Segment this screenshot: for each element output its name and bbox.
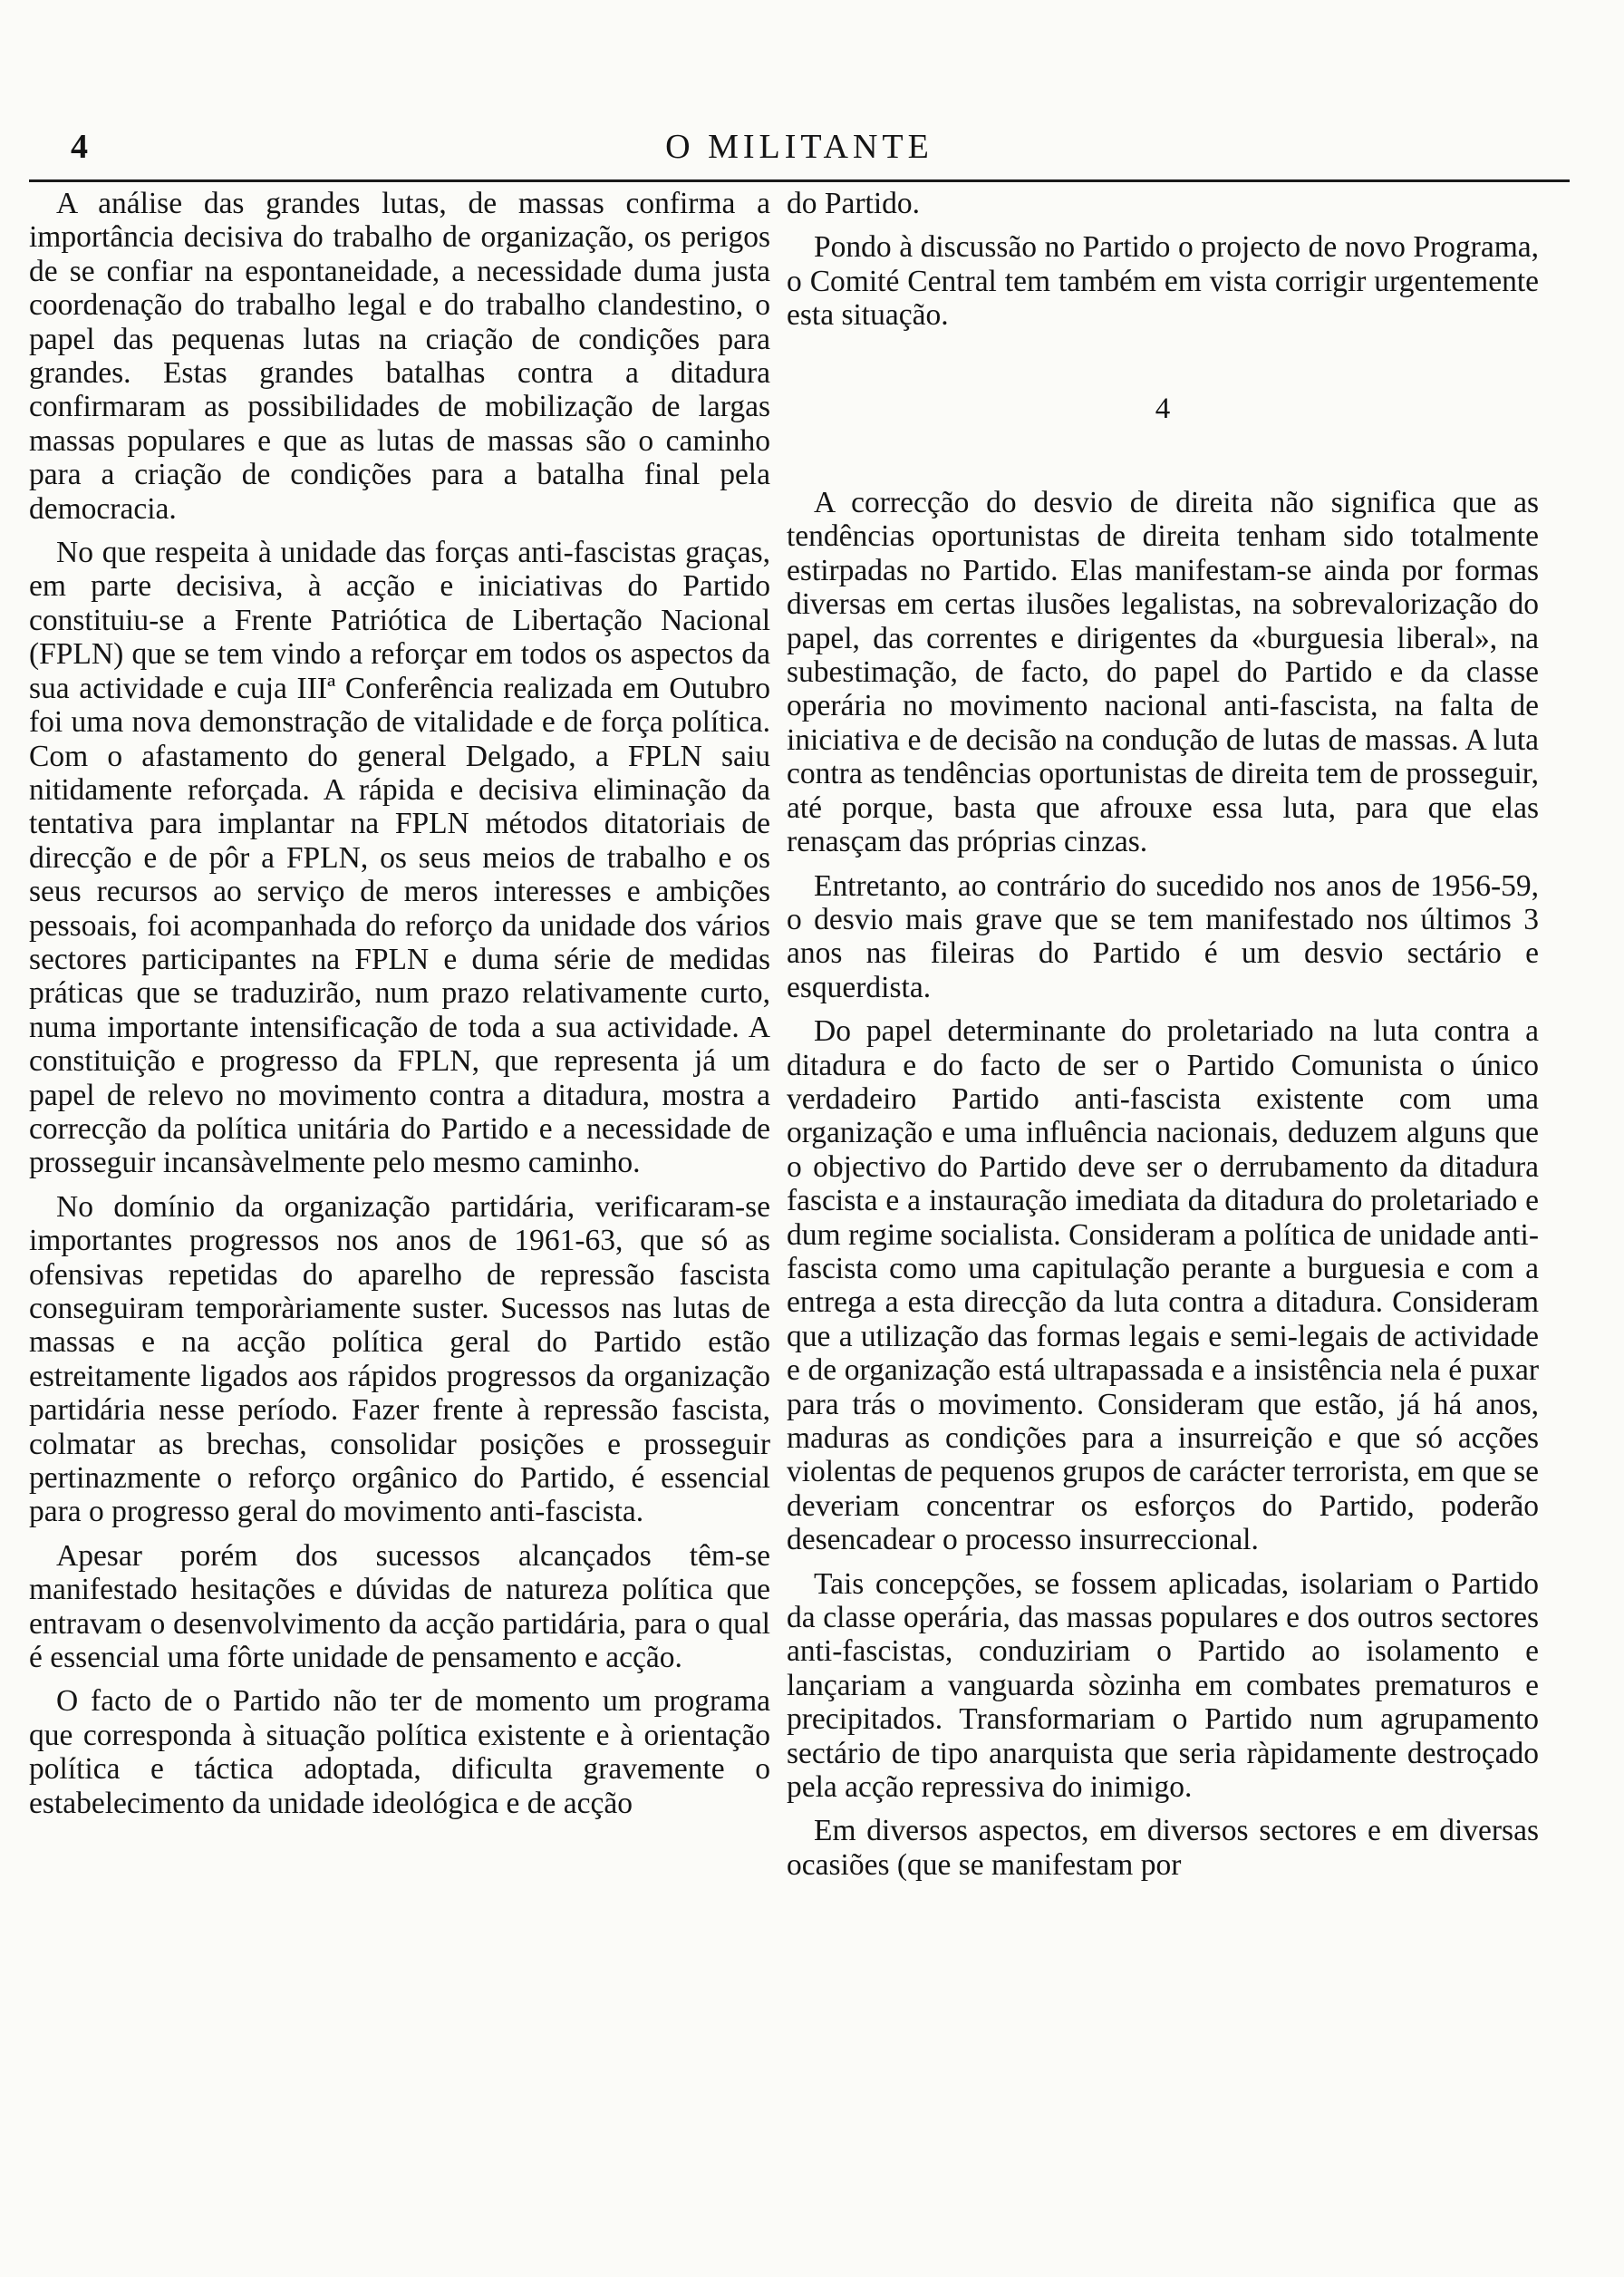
paragraph: Do papel determinante do proletariado na luta contra a ditadura e do facto de ser o Partido Comunista o único verdadeiro Partido anti-fascista existente com uma organização e uma influência nacionais, deduzem alguns que o objectivo do Partido deve ser o derrubamento da ditadura fascista e a instauração imediata da ditadura do proletariado e dum regime socialista. Consideram a política de unidade anti-fascista como uma capitulação perante a burguesia e com a entrega a esta direcção da luta contra a ditadura. Consideram que a utilização das formas legais e semi-legais de actividade e de organização está ultrapassada e a insistência nela é puxar para trás o movimento. Consideram que estão, já há anos, maduras as condições para a insurreição e que só acções violentas de pequenos grupos de carácter terrorista, em que se deveriam concentrar os esforços do Partido, poderão desencadear o processo insurreccional. [787,1014,1539,1557]
paragraph: No domínio da organização partidária, verificaram-se importantes progressos nos anos de 1961-63, que só as ofensivas repetidas do aparelho de repressão fascista conseguiram temporàriamente suster. Sucessos nas lutas de massas e na acção política geral do Partido estão estreitamente ligados aos rápidos progressos da organização partidária nesse período. Fazer frente à repressão fascista, colmatar as brechas, consolidar posições e prosseguir pertinazmente o reforço orgânico do Partido, é essencial para o progresso geral do movimento anti-fascista. [29,1189,770,1529]
page-number: 4 [71,128,88,166]
page-title: O MILITANTE [665,128,933,166]
paragraph: Pondo à discussão no Partido o projecto de novo Programa, o Comité Central tem também em vista corrigir urgentemente esta situação. [787,230,1539,333]
right-column [787,187,1539,1892]
paragraph: No que respeita à unidade das forças anti-fascistas graças, em parte decisiva, à acção e iniciativas do Partido constituiu-se a Frente Patriótica de Libertação Nacional (FPLN) que se tem vindo a reforçar em todos os aspectos da sua actividade e cuja IIIª Conferência realizada em Outubro foi uma nova demonstração de vitalidade e de força política. Com o afastamento do general Delgado, a FPLN saiu nitidamente reforçada. A rápida e decisiva eliminação da tentativa para implantar na FPLN métodos ditatoriais de direcção e de pôr a FPLN, os seus meios de trabalho e os seus recursos ao serviço de meros interesses e ambições pessoais, foi acompanhada do reforço da unidade dos vários sectores participantes na FPLN e duma série de medidas práticas que se traduzirão, num prazo relativamente curto, numa importante intensificação de toda a sua actividade. A constituição e progresso da FPLN, que representa já um papel de relevo no movimento contra a ditadura, mostra a correcção da política unitária do Partido e a necessidade de prosseguir incansàvelmente pelo mesmo caminho. [29,536,770,1180]
page-header [29,127,1570,178]
paragraph: Em diversos aspectos, em diversos sectores e em diversas ocasiões (que se manifestam por [787,1814,1539,1882]
paragraph: Entretanto, ao contrário do sucedido nos anos de 1956-59, o desvio mais grave que se tem manifestado nos últimos 3 anos nas fileiras do Partido é um desvio sectário e esquerdista. [787,868,1539,1004]
header-rule [29,179,1570,182]
paragraph: Tais concepções, se fossem aplicadas, isolariam o Partido da classe operária, das massas populares e dos outros sectores anti-fascistas, conduziriam o Partido ao isolamento e lançariam a vanguarda sòzinha em combates prematuros e precipitados. Transformariam o Partido num agrupamento sectário de tipo anarquista que seria ràpidamente destroçado pela acção repressiva do inimigo. [787,1566,1539,1805]
left-column [29,187,770,1830]
paragraph: O facto de o Partido não ter de momento um programa que corresponda à situação política existente e à orientação política e táctica adoptada, dificulta gravemente o estabelecimento da unidade ideológica e de acção [29,1684,770,1820]
paragraph: Apesar porém dos sucessos alcançados têm-se manifestado hesitações e dúvidas de natureza política que entravam o desenvolvimento da acção partidária, para o qual é essencial uma fôrte unidade de pensamento e acção. [29,1538,770,1675]
section-number: 4 [1155,392,1171,425]
paragraph-continuation: do Partido. [787,187,921,220]
paragraph: A análise das grandes lutas, de massas confirma a importância decisiva do trabalho de organização, os perigos de se confiar na espontaneidade, a necessidade duma justa coordenação do trabalho legal e do trabalho clandestino, o papel das pequenas lutas na criação de condições para grandes. Estas grandes batalhas contra a ditadura confirmaram as possibilidades de mobilização de largas massas populares e que as lutas de massas são o caminho para a criação de condições para a batalha final pela democracia. [29,187,770,526]
paragraph: A correcção do desvio de direita não significa que as tendências oportunistas de direita tenham sido totalmente estirpadas no Partido. Elas manifestam-se ainda por formas diversas em certas ilusões legalistas, na sobrevalorização do papel, das correntes e dirigentes da «burguesia liberal», na subestimação, de facto, do papel do Partido e da classe operária no movimento nacional anti-fascista, na falta de iniciativa e de decisão na condução de lutas de massas. A luta contra as tendências oportunistas de direita tem de prosseguir, até porque, basta que afrouxe essa luta, para que elas renasçam das próprias cinzas. [787,486,1539,859]
